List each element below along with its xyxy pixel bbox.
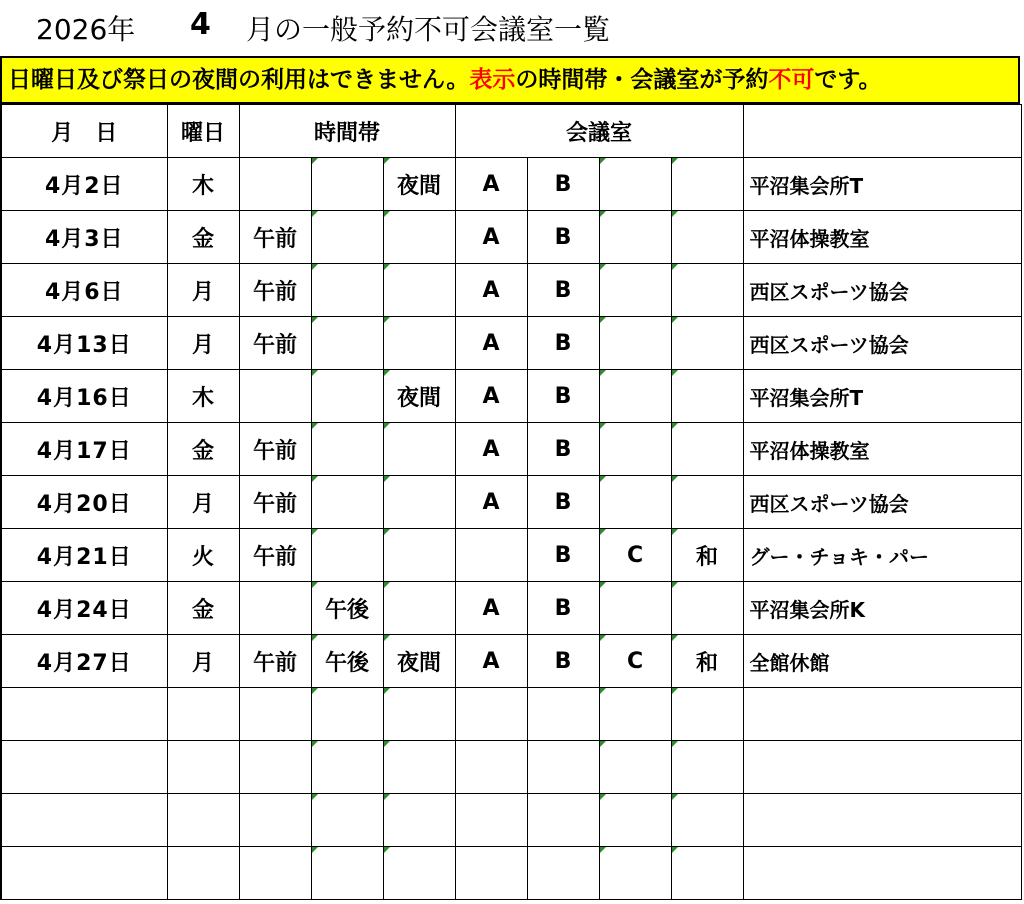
- cell-room-wa: [671, 847, 743, 900]
- table-row: [1, 529, 1021, 582]
- title-text: 月の一般予約不可会議室一覧: [246, 13, 611, 46]
- cell-room-a: A: [455, 158, 527, 211]
- cell-am: 午前: [239, 476, 311, 529]
- cell-pm: [311, 264, 383, 317]
- table-row: [1, 794, 1021, 847]
- title-month: 4: [190, 7, 211, 42]
- cell-pm: [311, 847, 383, 900]
- cell-room-c: C: [599, 635, 671, 688]
- cell-note: [743, 847, 1021, 900]
- table-row: [1, 423, 1021, 476]
- notice-text-2: の時間帯・会議室が予約: [515, 67, 769, 93]
- cell-pm: [311, 741, 383, 794]
- table-row: [1, 847, 1021, 900]
- cell-room-b: B: [527, 158, 599, 211]
- cell-room-a: A: [455, 476, 527, 529]
- cell-room-wa: [671, 158, 743, 211]
- cell-room-b: [527, 847, 599, 900]
- cell-room-a: A: [455, 264, 527, 317]
- header-weekday: 曜日: [167, 105, 239, 158]
- cell-pm: [311, 211, 383, 264]
- cell-room-a: A: [455, 370, 527, 423]
- table-row: [1, 582, 1021, 635]
- cell-night: [383, 582, 455, 635]
- cell-am: [239, 847, 311, 900]
- cell-note: [743, 741, 1021, 794]
- table-row: [1, 264, 1021, 317]
- cell-room-c: [599, 211, 671, 264]
- cell-room-a: [455, 688, 527, 741]
- cell-room-a: [455, 847, 527, 900]
- cell-room-wa: [671, 741, 743, 794]
- cell-room-wa: [671, 688, 743, 741]
- cell-room-c: [599, 264, 671, 317]
- table-row: [1, 370, 1021, 423]
- cell-room-b: B: [527, 529, 599, 582]
- cell-night: [383, 211, 455, 264]
- cell-note: 平沼体操教室: [743, 423, 1021, 476]
- cell-weekday: [167, 847, 239, 900]
- cell-note: 西区スポーツ協会: [743, 476, 1021, 529]
- cell-date: [1, 794, 167, 847]
- cell-room-b: B: [527, 582, 599, 635]
- cell-note: [743, 688, 1021, 741]
- cell-room-wa: [671, 317, 743, 370]
- cell-room-c: [599, 847, 671, 900]
- cell-room-c: [599, 317, 671, 370]
- notice-highlight-1: 表示: [469, 67, 516, 93]
- cell-note: 平沼体操教室: [743, 211, 1021, 264]
- cell-note: 平沼集会所K: [743, 582, 1021, 635]
- cell-room-wa: [671, 264, 743, 317]
- cell-room-b: [527, 741, 599, 794]
- cell-am: [239, 158, 311, 211]
- notice-highlight-2: 不可: [768, 67, 815, 93]
- cell-pm: 午後: [311, 582, 383, 635]
- header-room: 会議室: [455, 105, 743, 158]
- cell-am: 午前: [239, 211, 311, 264]
- cell-pm: [311, 476, 383, 529]
- cell-pm: 午後: [311, 635, 383, 688]
- cell-room-c: [599, 423, 671, 476]
- cell-weekday: 月: [167, 264, 239, 317]
- cell-pm: [311, 370, 383, 423]
- table-row: [1, 317, 1021, 370]
- cell-room-wa: [671, 794, 743, 847]
- cell-date: 4月16日: [1, 370, 167, 423]
- cell-note: 全館休館: [743, 635, 1021, 688]
- cell-room-c: [599, 688, 671, 741]
- cell-date: 4月3日: [1, 211, 167, 264]
- cell-weekday: 火: [167, 529, 239, 582]
- cell-night: 夜間: [383, 635, 455, 688]
- cell-weekday: 木: [167, 370, 239, 423]
- cell-weekday: 月: [167, 476, 239, 529]
- table-row: [1, 688, 1021, 741]
- cell-pm: [311, 317, 383, 370]
- cell-night: 夜間: [383, 158, 455, 211]
- cell-room-a: [455, 741, 527, 794]
- cell-am: [239, 688, 311, 741]
- cell-am: [239, 370, 311, 423]
- cell-date: [1, 847, 167, 900]
- cell-night: [383, 476, 455, 529]
- cell-am: 午前: [239, 317, 311, 370]
- cell-weekday: [167, 794, 239, 847]
- cell-weekday: 金: [167, 211, 239, 264]
- cell-note: [743, 794, 1021, 847]
- cell-night: [383, 688, 455, 741]
- cell-room-a: A: [455, 317, 527, 370]
- cell-room-b: B: [527, 264, 599, 317]
- cell-room-c: [599, 476, 671, 529]
- notice-banner: [0, 56, 1020, 104]
- cell-am: [239, 794, 311, 847]
- cell-night: 夜間: [383, 370, 455, 423]
- cell-pm: [311, 794, 383, 847]
- header-timeslot: 時間帯: [239, 105, 455, 158]
- cell-room-a: A: [455, 423, 527, 476]
- cell-room-a: [455, 529, 527, 582]
- cell-weekday: 月: [167, 317, 239, 370]
- title-row: [0, 0, 1024, 56]
- cell-pm: [311, 158, 383, 211]
- cell-night: [383, 317, 455, 370]
- cell-weekday: [167, 688, 239, 741]
- cell-room-wa: [671, 211, 743, 264]
- cell-room-c: [599, 794, 671, 847]
- cell-weekday: 月: [167, 635, 239, 688]
- cell-weekday: 金: [167, 582, 239, 635]
- cell-weekday: [167, 741, 239, 794]
- cell-note: グー・チョキ・パー: [743, 529, 1021, 582]
- cell-room-c: [599, 158, 671, 211]
- table-row: [1, 476, 1021, 529]
- cell-room-c: C: [599, 529, 671, 582]
- cell-night: [383, 741, 455, 794]
- cell-note: 平沼集会所T: [743, 158, 1021, 211]
- cell-room-b: B: [527, 476, 599, 529]
- table-row: [1, 635, 1021, 688]
- reservation-table: [0, 104, 1022, 900]
- notice-text-1: 日曜日及び祭日の夜間の利用はできません。: [8, 67, 470, 93]
- cell-room-a: A: [455, 211, 527, 264]
- cell-room-b: B: [527, 317, 599, 370]
- cell-room-c: [599, 370, 671, 423]
- cell-room-wa: [671, 423, 743, 476]
- cell-am: [239, 741, 311, 794]
- cell-pm: [311, 423, 383, 476]
- table-row: [1, 158, 1021, 211]
- cell-room-c: [599, 582, 671, 635]
- notice-text-3: です。: [814, 67, 882, 93]
- cell-date: 4月27日: [1, 635, 167, 688]
- cell-weekday: 金: [167, 423, 239, 476]
- header-note: [743, 105, 1021, 158]
- cell-night: [383, 264, 455, 317]
- table-row: [1, 211, 1021, 264]
- cell-room-wa: [671, 370, 743, 423]
- cell-room-b: B: [527, 370, 599, 423]
- cell-date: 4月6日: [1, 264, 167, 317]
- cell-note: 西区スポーツ協会: [743, 317, 1021, 370]
- cell-note: 平沼集会所T: [743, 370, 1021, 423]
- cell-note: 西区スポーツ協会: [743, 264, 1021, 317]
- title-year: 2026年: [36, 13, 136, 46]
- cell-am: 午前: [239, 529, 311, 582]
- cell-room-wa: [671, 476, 743, 529]
- cell-date: [1, 688, 167, 741]
- cell-night: [383, 847, 455, 900]
- cell-room-c: [599, 741, 671, 794]
- cell-date: 4月2日: [1, 158, 167, 211]
- cell-room-a: A: [455, 635, 527, 688]
- cell-pm: [311, 529, 383, 582]
- cell-room-b: B: [527, 635, 599, 688]
- cell-date: 4月20日: [1, 476, 167, 529]
- cell-date: 4月13日: [1, 317, 167, 370]
- cell-am: 午前: [239, 264, 311, 317]
- cell-am: 午前: [239, 423, 311, 476]
- cell-date: [1, 741, 167, 794]
- cell-night: [383, 423, 455, 476]
- cell-night: [383, 794, 455, 847]
- cell-weekday: 木: [167, 158, 239, 211]
- cell-room-b: B: [527, 211, 599, 264]
- header-row: [1, 105, 1021, 158]
- cell-date: 4月17日: [1, 423, 167, 476]
- cell-room-wa: 和: [671, 635, 743, 688]
- cell-date: 4月21日: [1, 529, 167, 582]
- cell-room-b: [527, 688, 599, 741]
- table-row: [1, 741, 1021, 794]
- header-date: 月 日: [1, 105, 167, 158]
- cell-room-a: A: [455, 582, 527, 635]
- cell-room-wa: [671, 582, 743, 635]
- cell-room-a: [455, 794, 527, 847]
- cell-am: 午前: [239, 635, 311, 688]
- cell-night: [383, 529, 455, 582]
- cell-date: 4月24日: [1, 582, 167, 635]
- cell-pm: [311, 688, 383, 741]
- cell-room-wa: 和: [671, 529, 743, 582]
- cell-room-b: B: [527, 423, 599, 476]
- cell-room-b: [527, 794, 599, 847]
- cell-am: [239, 582, 311, 635]
